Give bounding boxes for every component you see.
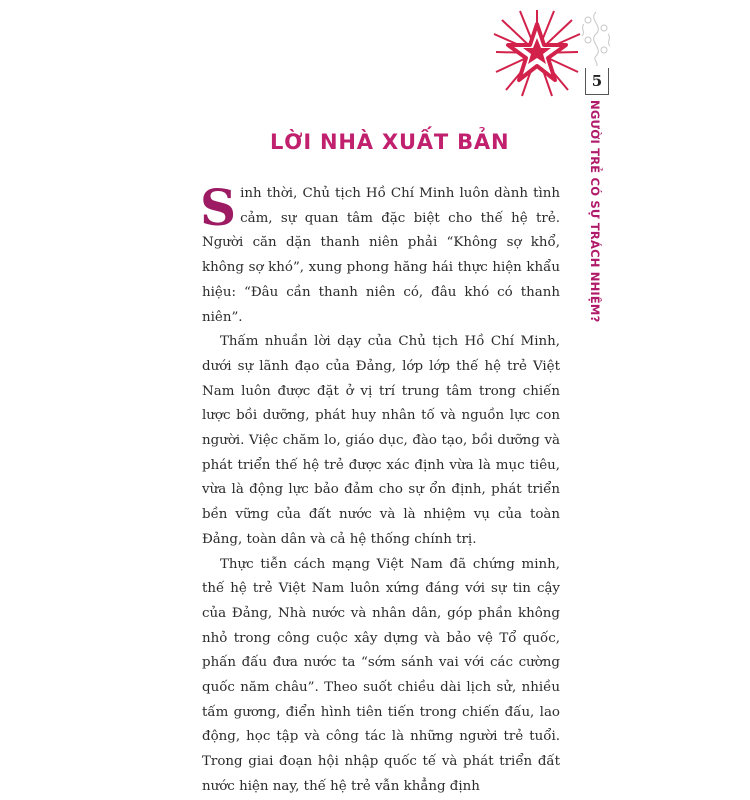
- paragraph-1: [200, 178, 560, 330]
- body-text: [200, 178, 560, 800]
- chapter-title: LỜI NHÀ XUẤT BẢN: [270, 130, 510, 154]
- paragraph-1-text: inh thời, Chủ tịch Hồ Chí Minh luôn dành tình cảm, sự quan tâm đặc biệt cho thế hệ trẻ. Người căn dặn thanh niên phải “Không sợ khổ, không sợ khó”, xung phong hăng hái thực hiện khẩu hiệu: “Đâu cần thanh niên có, đâu khó có thanh niên”.: [202, 186, 560, 325]
- running-head: NGƯỜI TRẺ CÓ SỰ TRÁCH NHIỆM?: [588, 100, 602, 323]
- publisher-star-logo-icon: [492, 8, 582, 98]
- paragraph-2: Thấm nhuần lời dạy của Chủ tịch Hồ Chí Minh, dưới sự lãnh đạo của Đảng, lớp lớp thế hệ trẻ Việt Nam luôn được đặt ở vị trí trung tâm trong chiến lược bồi dưỡng, phát huy nhân tố và nguồn lực con người. Việc chăm lo, giáo dục, đào tạo, bồi dưỡng và phát triển thế hệ trẻ được xác định vừa là mục tiêu, vừa là động lực bảo đảm cho sự ổn định, phát triển bền vững của đất nước và là nhiệm vụ của toàn Đảng, toàn dân và cả hệ thống chính trị.: [202, 334, 560, 547]
- floral-ornament-icon: [578, 10, 614, 66]
- drop-cap: S: [200, 178, 237, 237]
- page-number: 5: [585, 68, 609, 95]
- paragraph-3: Thực tiễn cách mạng Việt Nam đã chứng minh, thế hệ trẻ Việt Nam luôn xứng đáng với sự tin cậy của Đảng, Nhà nước và nhân dân, góp phần không nhỏ trong công cuộc xây dựng và bảo vệ Tổ quốc, phấn đấu đưa nước ta “sớm sánh vai với các cường quốc năm châu”. Theo suốt chiều dài lịch sử, nhiều tấm gương, điển hình tiên tiến trong chiến đấu, lao động, học tập và công tác là những người trẻ tuổi. Trong giai đoạn hội nhập quốc tế và phát triển đất nước hiện nay, thế hệ trẻ vẫn khẳng định: [202, 556, 560, 794]
